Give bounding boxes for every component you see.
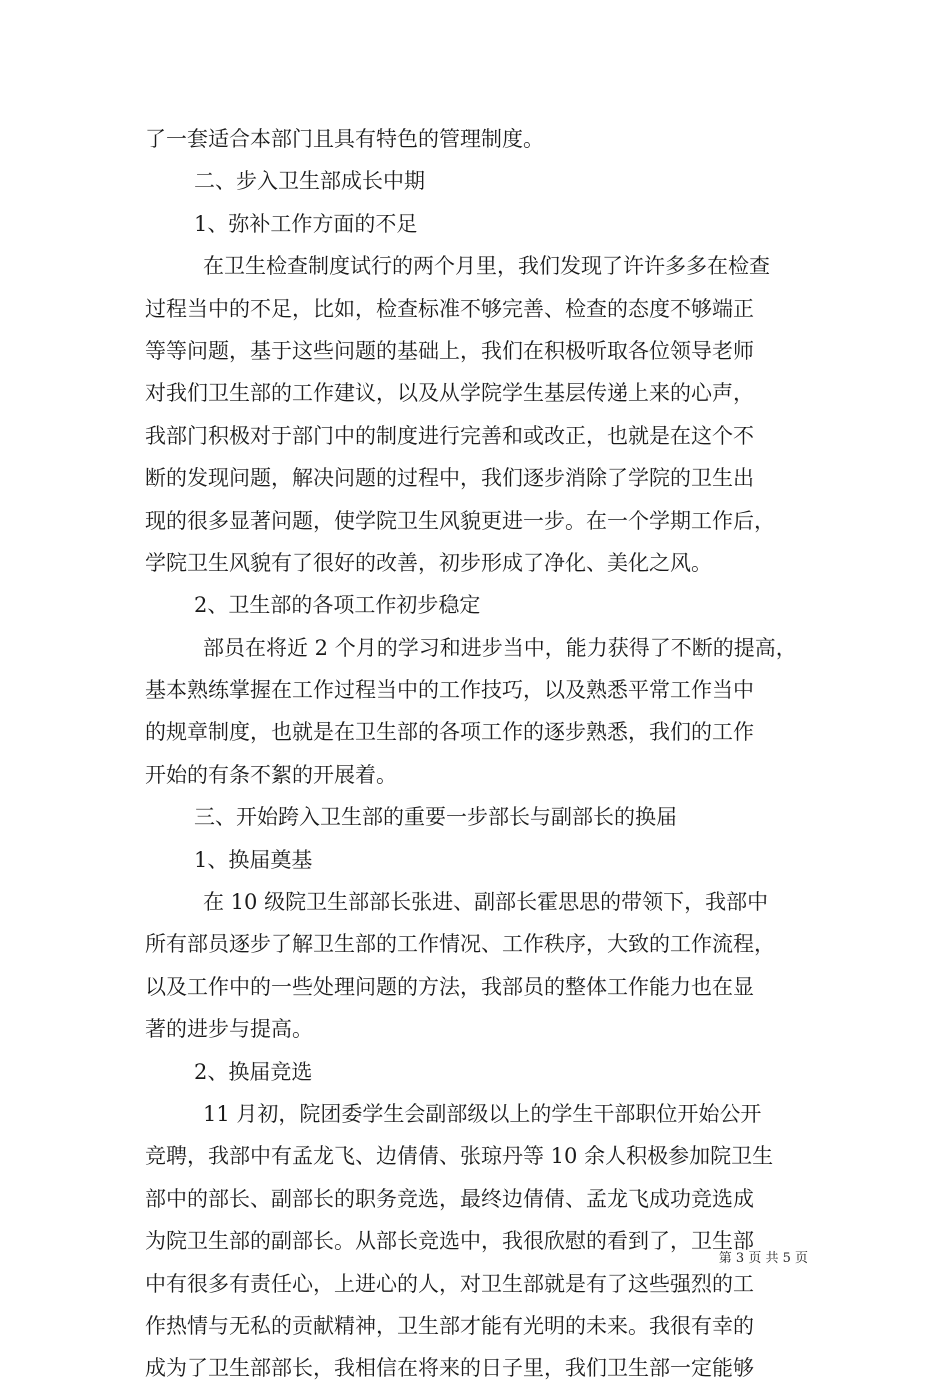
- text-line: 现的很多显著问题，使学院卫生风貌更进一步。在一个学期工作后，: [145, 508, 775, 533]
- text-line: 了一套适合本部门且具有特色的管理制度。: [145, 127, 544, 151]
- text-line: 断的发现问题，解决问题的过程中，我们逐步消除了学院的卫生出: [145, 466, 754, 491]
- text-line: 我部门积极对于部门中的制度进行完善和或改正，也就是在这个不: [145, 423, 754, 448]
- text-line: 2、卫生部的各项工作初步稳定: [194, 593, 481, 618]
- text-line: 的规章制度，也就是在卫生部的各项工作的逐步熟悉，我们的工作: [145, 720, 754, 745]
- text-line: 部员在将近 2 个月的学习和进步当中，能力获得了不断的提高，: [203, 635, 797, 660]
- text-line: 二、步入卫生部成长中期: [194, 169, 425, 194]
- text-line: 作热情与无私的贡献精神，卫生部才能有光明的未来。我很有幸的: [145, 1313, 754, 1338]
- text-line: 以及工作中的一些处理问题的方法，我部员的整体工作能力也在显: [145, 974, 754, 999]
- text-line: 为院卫生部的副部长。从部长竞选中，我很欣慰的看到了，卫生部: [145, 1229, 754, 1254]
- page-number-footer: 第 3 页 共 5 页: [718, 1251, 808, 1266]
- text-line: 对我们卫生部的工作建议，以及从学院学生基层传递上来的心声，: [145, 381, 754, 406]
- text-line: 部中的部长、副部长的职务竞选，最终边倩倩、孟龙飞成功竞选成: [145, 1186, 754, 1211]
- text-line: 基本熟练掌握在工作过程当中的工作技巧，以及熟悉平常工作当中: [145, 678, 754, 703]
- text-line: 1、换届奠基: [194, 847, 313, 872]
- text-line: 所有部员逐步了解卫生部的工作情况、工作秩序，大致的工作流程，: [145, 932, 775, 957]
- text-line: 11 月初，院团委学生会副部级以上的学生干部职位开始公开: [203, 1101, 762, 1126]
- text-line: 在 10 级院卫生部部长张进、副部长霍思思的带领下，我部中: [203, 890, 769, 915]
- text-line: 竞聘，我部中有孟龙飞、边倩倩、张琼丹等 10 余人积极参加院卫生: [145, 1144, 774, 1169]
- document-body: [145, 118, 810, 1390]
- text-line: 成为了卫生部部长，我相信在将来的日子里，我们卫生部一定能够: [145, 1356, 754, 1381]
- text-line: 等等问题，基于这些问题的基础上，我们在积极听取各位领导老师: [145, 338, 754, 363]
- text-line: 著的进步与提高。: [145, 1017, 313, 1042]
- text-line: 2、换届竞选: [194, 1059, 313, 1084]
- text-line: 中有很多有责任心，上进心的人，对卫生部就是有了这些强烈的工: [145, 1271, 754, 1296]
- text-line: 在卫生检查制度试行的两个月里，我们发现了许许多多在检查: [203, 254, 770, 279]
- text-line: 学院卫生风貌有了很好的改善，初步形成了净化、美化之风。: [145, 550, 712, 575]
- text-line: 三、开始跨入卫生部的重要一步部长与副部长的换届: [194, 805, 677, 830]
- text-line: 1、弥补工作方面的不足: [194, 211, 418, 236]
- text-line: 开始的有条不絮的开展着。: [145, 762, 397, 787]
- text-line: 过程当中的不足，比如，检查标准不够完善、检查的态度不够端正: [145, 296, 754, 321]
